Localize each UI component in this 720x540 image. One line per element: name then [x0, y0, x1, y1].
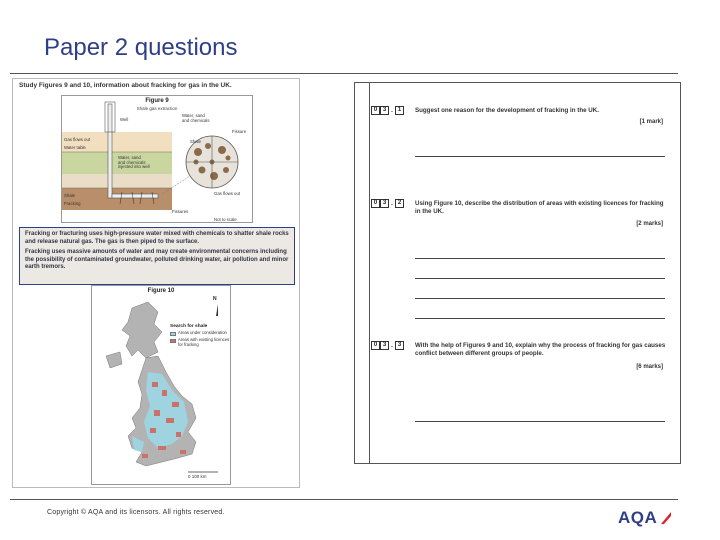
label-gas-flows-out: Gas flows out: [64, 137, 91, 142]
question-text: With the help of Figures 9 and 10, explain why the process of fracking for gas causes conflict between different groups of people.: [415, 342, 666, 357]
figure-9-subtitle: Shale gas extraction: [136, 106, 178, 111]
question-digit: 0: [371, 199, 380, 208]
label-not-to-scale: Not to scale: [214, 217, 237, 222]
question-marks: [1 mark]: [639, 119, 663, 125]
question-digit: 3: [395, 341, 404, 350]
legend-label: Areas with existing licences for fracking: [178, 337, 230, 347]
answer-line[interactable]: [415, 258, 665, 259]
title-divider: [10, 73, 678, 74]
map-legend: [170, 324, 230, 349]
label-shale: Shale: [64, 193, 75, 198]
source-sheet: [12, 78, 300, 488]
label-water-sand-chemicals: Water, sand and chemicals: [182, 113, 210, 123]
label-injected: Water, sand and chemicals injected into well: [118, 155, 150, 170]
question-marks: [2 marks]: [636, 221, 663, 227]
legend-item: [170, 331, 230, 336]
north-label: N: [213, 296, 217, 302]
info-paragraph: Fracking uses massive amounts of water and may create environmental concerns including the possibility of contaminated groundwater, polluted drinking water, air pollution and minor earth tremors.: [25, 249, 289, 270]
answer-line[interactable]: [415, 278, 665, 279]
question-digit: 1: [395, 106, 404, 115]
legend-swatch-licences: [170, 339, 176, 343]
source-intro: Study Figures 9 and 10, information about fracking for gas in the UK.: [19, 82, 232, 89]
answer-line[interactable]: [415, 156, 665, 157]
legend-item: [170, 338, 230, 347]
aqa-logo: [618, 508, 673, 528]
question-digit: 2: [395, 199, 404, 208]
legend-title: Search for shale: [170, 324, 208, 329]
logo-accent-icon: [659, 510, 673, 526]
question-sheet: [354, 82, 681, 464]
logo-text: AQA: [618, 508, 658, 527]
question-number: 0 3 . 1: [371, 106, 404, 115]
label-shale-right: Shale: [190, 139, 201, 144]
answer-line[interactable]: [415, 318, 665, 319]
figure-9: [61, 95, 253, 223]
copyright-notice: Copyright © AQA and its licensors. All rights reserved.: [47, 509, 225, 516]
shale-extraction-diagram: [62, 96, 253, 223]
question-text: Using Figure 10, describe the distribution of areas with existing licences for fracking in the UK.: [415, 200, 664, 215]
question-marks: [6 marks]: [636, 364, 663, 370]
question-text: Suggest one reason for the development of fracking in the UK.: [415, 107, 599, 114]
figure-9-title: Figure 9: [145, 98, 169, 104]
margin-line: [369, 83, 370, 463]
uk-map: [92, 286, 231, 485]
question-digit: 0: [371, 341, 380, 350]
info-paragraph: Fracking or fracturing uses high-pressure water mixed with chemicals to shatter shale rocks and release natural gas. The gas is then piped to the surface.: [25, 231, 289, 245]
question-number: 0 3 . 3: [371, 341, 404, 350]
legend-label: Areas under consideration: [178, 330, 227, 335]
figure-10-title: Figure 10: [147, 288, 175, 294]
question-number: 0 3 . 2: [371, 199, 404, 208]
answer-line[interactable]: [415, 421, 665, 422]
figure-10: [91, 285, 231, 485]
question-digit: 3: [380, 199, 389, 208]
label-fissures: Fissures: [172, 209, 189, 214]
label-fissure: Fissure: [232, 129, 247, 134]
answer-line[interactable]: [415, 298, 665, 299]
footer-divider: [10, 499, 678, 500]
label-well: Well: [120, 117, 129, 122]
fracking-info-box: [19, 227, 295, 285]
label-water-table: Water table: [64, 145, 86, 150]
label-fracking: Fracking: [64, 201, 81, 206]
question-digit: 0: [371, 106, 380, 115]
legend-swatch-consideration: [170, 332, 176, 336]
question-digit: 3: [380, 106, 389, 115]
scale-label: 0 100 km: [188, 474, 207, 479]
label-gas-flows-out-right: Gas flows out: [214, 191, 241, 196]
slide-title: Paper 2 questions: [44, 34, 238, 61]
question-digit: 3: [380, 341, 389, 350]
